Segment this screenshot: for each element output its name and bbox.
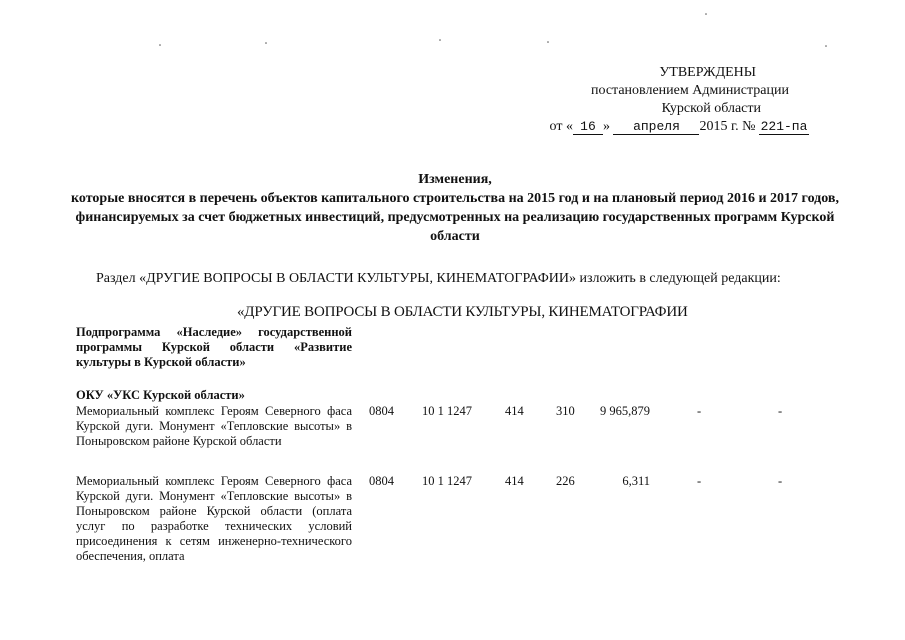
expense-type: 414 [505, 404, 524, 418]
amount-2015: 6,311 [622, 474, 650, 488]
resolution-number: 221-па [760, 119, 808, 134]
subprogram-title: Подпрограмма «Наследие» государственной программы Курской области «Развитие культуры в Курской области» [76, 325, 352, 369]
changes-heading [60, 170, 850, 246]
target-article: 10 1 1247 [422, 404, 472, 418]
approval-date-line [550, 118, 809, 136]
intro-paragraph [76, 270, 846, 287]
date-day: 16 [573, 119, 603, 135]
kosgu-code: 310 [556, 404, 575, 418]
object-name: Мемориальный комплекс Героям Северного фаса Курской дуги. Монумент «Тепловские высоты» в Поныровском районе Курской области [76, 404, 352, 448]
scan-specks [0, 0, 905, 60]
heading-body: которые вносятся в перечень объектов капитального строительства на 2015 год и на плановый период 2016 и 2017 годов, финансируемых за счет бюджетных инвестиций, предусмотренных на реализацию государственных программ Курской области [71, 191, 839, 244]
date-quote-close: » [602, 119, 610, 134]
amount-2016: - [697, 474, 702, 488]
section-code: 0804 [369, 404, 394, 418]
section-title: «ДРУГИЕ ВОПРОСЫ В ОБЛАСТИ КУЛЬТУРЫ, КИНЕМАТОГРАФИИ [237, 304, 688, 320]
heading-title: Изменения, [418, 172, 492, 187]
approval-line-resolution: постановлением Администрации [591, 83, 789, 98]
target-article: 10 1 1247 [422, 474, 472, 488]
approval-title: УТВЕРЖДЕНЫ [659, 65, 756, 80]
object-name: Мемориальный комплекс Героям Северного фаса Курской дуги. Монумент «Тепловские высоты» в Поныровском районе Курской области (оплата услуг по разработке технических условий присоединения к сетям инженерно-технического обеспечения, оплата [76, 474, 352, 563]
intro-text: Раздел «ДРУГИЕ ВОПРОСЫ В ОБЛАСТИ КУЛЬТУРЫ, КИНЕМАТОГРАФИИ» изложить в следующей редакции: [96, 271, 781, 286]
amount-2017: - [778, 404, 783, 418]
amount-2017: - [778, 474, 783, 488]
date-month: апреля [613, 119, 699, 135]
section-code: 0804 [369, 474, 394, 488]
amount-2015: 9 965,879 [600, 404, 650, 418]
expense-type: 414 [505, 474, 524, 488]
amount-2016: - [697, 404, 702, 418]
kosgu-code: 226 [556, 474, 575, 488]
approval-line-region: Курской области [661, 101, 761, 116]
date-year-number: 2015 г. № [699, 119, 756, 134]
organization-title: ОКУ «УКС Курской области» [76, 388, 245, 402]
date-prefix: от « [549, 119, 573, 134]
